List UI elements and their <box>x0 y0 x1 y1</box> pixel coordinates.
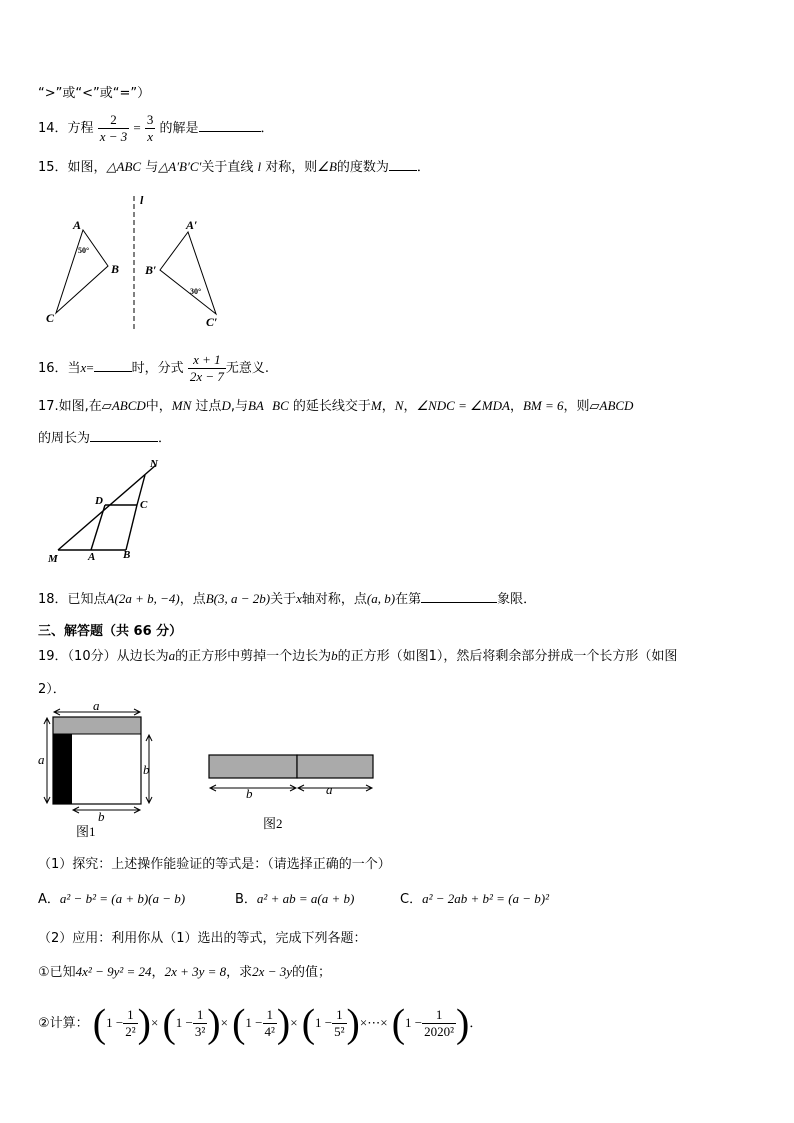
product-term-1: (1 − $\frac{1}{\text{2²}}$ ) <box>92 1000 151 1046</box>
q19-b: b <box>331 648 338 663</box>
q14-fraction-1: $\frac{2}{x - 3}$ <box>99 112 128 144</box>
q17-n: N <box>394 398 404 413</box>
q18-point: (a, b) <box>366 591 396 606</box>
q17-text-a: 17.如图,在▱ <box>38 399 112 414</box>
q19-2a-expr-2: 2x + 3y = 8 <box>164 964 227 979</box>
section-3-heading: 三、解答题（共 66 分） <box>38 624 183 639</box>
q14-answer-blank[interactable] <box>199 119 261 132</box>
q19-2a-expr-3: 2x − 3y <box>252 964 292 979</box>
q16-mid: 时，分式 <box>131 361 184 376</box>
q19-2a-comma: ， <box>151 965 165 980</box>
q19-text-b: 的正方形中剪掉一个边长为 <box>175 649 332 664</box>
label-d: D <box>95 495 103 507</box>
q15-text-d: 对称，则 <box>265 160 318 175</box>
label-b: B <box>123 549 131 561</box>
q19-text-c: 的正方形（如图1），然后将剩余部分拼成一个长方形（如图 <box>337 649 678 664</box>
q17-abcd-1: ABCD <box>111 398 146 413</box>
fig2-right-rect <box>297 755 373 778</box>
q17-answer-blank[interactable] <box>90 429 158 442</box>
q17-abcd-2: ABCD <box>599 398 634 413</box>
q17-bc: BC <box>272 398 289 413</box>
fig1-top-strip <box>53 717 141 734</box>
q18-suffix: 象限． <box>497 592 537 607</box>
option-c-label: C． <box>400 892 423 907</box>
q15-triangle-2: △A′B′C′ <box>158 159 202 174</box>
q14-end: ． <box>260 121 274 136</box>
q17-comma-2: ， <box>403 399 417 414</box>
q17-cond-1: ∠NDC = ∠MDA <box>416 398 510 413</box>
fig1-label-b-right: b <box>143 762 150 777</box>
q19-2a-suffix: 的值； <box>291 965 331 980</box>
q19-2b-prefix: ②计算： <box>38 1016 89 1031</box>
q13-tail: “>”或“<”或“=”） <box>38 86 151 101</box>
question-17-line-2 <box>38 427 171 446</box>
q15-end: ． <box>416 160 430 175</box>
figure-19 <box>36 700 381 840</box>
q18-mid-1: ，点 <box>179 592 206 607</box>
label-n: N <box>150 458 158 470</box>
option-a[interactable] <box>38 888 185 907</box>
q15-text-e: 的度数为 <box>336 160 389 175</box>
question-15 <box>38 156 430 175</box>
question-18 <box>38 588 536 607</box>
label-m: M <box>48 553 58 565</box>
question-16 <box>38 348 269 388</box>
q18-answer-blank[interactable] <box>421 590 497 603</box>
q18-mid-4: 在第 <box>395 592 422 607</box>
label-b-prime: B′ <box>145 263 157 277</box>
q16-fraction: $\frac{x + 1}{2x - 7}$ <box>189 352 224 384</box>
q18-prefix: 18．已知点 <box>38 592 107 607</box>
angle-50: 50° <box>78 246 90 255</box>
q19-2b-end: ． <box>469 1016 483 1031</box>
q14-prefix: 14．方程 <box>38 121 94 136</box>
q19-part-2b <box>38 1000 482 1046</box>
q17-line2-text: 的周长为 <box>38 431 91 446</box>
q19-2a-prefix: ①已知 <box>38 965 76 980</box>
q15-answer-blank[interactable] <box>389 158 417 171</box>
q17-comma-3: ， <box>509 399 523 414</box>
q15-text-a: 15．如图， <box>38 160 107 175</box>
label-a-prime: A′ <box>186 218 198 232</box>
q16-suffix: 无意义. <box>225 361 270 376</box>
label-l: l <box>140 193 144 207</box>
q17-cond-2: BM = 6 <box>522 398 564 413</box>
q18-mid-3: 轴对称，点 <box>301 592 367 607</box>
fig2-label-a: a <box>326 782 333 797</box>
q17-comma-1: ， <box>381 399 395 414</box>
fig1-label-a-top: a <box>93 700 100 713</box>
q15-angle: ∠B <box>317 159 337 174</box>
label-c-prime: C′ <box>206 315 218 329</box>
product-term-5: (1 − $\frac{1}{\text{2020²}}$ ) <box>391 1000 470 1046</box>
option-b-expr: a² + ab = a(a + b) <box>256 891 355 906</box>
q17-ba: BA <box>247 398 264 413</box>
q19-part-2a <box>38 961 331 980</box>
q15-line: l <box>257 159 262 174</box>
triangle-a2b2c2 <box>160 232 216 314</box>
q19-text-a: 19．（10分）从边长为 <box>38 649 169 664</box>
q19-2a-mid: ，求 <box>226 965 253 980</box>
fig1-caption: 图1 <box>76 824 96 839</box>
q19-2a-expr-1: 4x² − 9y² = 24 <box>75 964 152 979</box>
figure-1 <box>38 700 152 839</box>
angle-30: 30° <box>190 287 202 296</box>
fig2-label-b: b <box>246 786 253 801</box>
fig1-label-b-bottom: b <box>98 809 105 824</box>
label-a: A <box>73 218 82 232</box>
option-a-label: A． <box>38 892 60 907</box>
label-c: C <box>140 499 148 511</box>
product-term-4: (1 − $\frac{1}{\text{5²}}$ ) <box>301 1000 360 1046</box>
option-b-label: B． <box>235 892 257 907</box>
option-b[interactable] <box>235 888 354 907</box>
q17-d: D <box>221 398 231 413</box>
q17-text-e: 的延长线交于 <box>292 399 371 414</box>
times-2: × <box>220 1015 228 1030</box>
q14-suffix: 的解是 <box>159 121 199 136</box>
q18-point-b: B(3, a − 2b) <box>205 591 271 606</box>
q17-text-d: ,与 <box>230 399 248 414</box>
fig2-left-rect <box>209 755 297 778</box>
figure-2 <box>209 755 373 831</box>
question-19-line-1 <box>38 645 677 664</box>
segment-bc <box>126 505 137 550</box>
triangle-abc <box>56 230 108 313</box>
q18-point-a: A(2a + b, −4) <box>106 591 180 606</box>
option-c-expr: a² − 2ab + b² = (a − b)² <box>422 891 550 906</box>
fig1-label-a-left: a <box>38 752 45 767</box>
q18-x: x <box>296 591 302 606</box>
q15-triangle-1: △ABC <box>106 159 142 174</box>
question-17-line-1 <box>38 395 633 414</box>
q17-text-f: ，则▱ <box>563 399 600 414</box>
q15-text-c: 关于直线 <box>201 160 254 175</box>
figure-17 <box>38 455 173 567</box>
question-14 <box>38 108 274 148</box>
q18-mid-2: 关于 <box>270 592 297 607</box>
option-a-expr: a² − b² = (a + b)(a − b) <box>59 891 186 906</box>
q16-eq: = <box>86 360 94 375</box>
segment-ad <box>91 505 105 550</box>
option-c[interactable] <box>400 888 549 907</box>
product-term-2: (1 − $\frac{1}{\text{3²}}$ ) <box>162 1000 221 1046</box>
q14-fraction-2: $\frac{3}{x}$ <box>146 112 154 144</box>
q19-part-2: （2）应用：利用你从（1）选出的等式，完成下列各题： <box>38 931 367 946</box>
times-1: × <box>150 1015 159 1030</box>
q17-mn: MN <box>171 398 192 413</box>
label-c: C <box>46 311 55 325</box>
q19-a: a <box>168 648 176 663</box>
times-dots: ×⋯× <box>359 1015 388 1030</box>
product-term-3: (1 − $\frac{1}{\text{4²}}$ ) <box>232 1000 291 1046</box>
q19-part-1: （1）探究：上述操作能验证的等式是：（请选择正确的一个） <box>38 857 391 872</box>
q17-m: M <box>370 398 382 413</box>
q15-text-b: 与 <box>145 160 159 175</box>
label-a: A <box>88 551 96 563</box>
question-19-line-2: 2）． <box>38 682 66 697</box>
fig1-left-strip <box>53 734 72 804</box>
q16-answer-blank[interactable] <box>94 359 132 372</box>
q14-equals: = <box>133 120 141 135</box>
q17-text-b: 中， <box>145 399 172 414</box>
times-3: × <box>290 1015 298 1030</box>
q17-text-c: 过点 <box>195 399 222 414</box>
q16-prefix: 16．当 <box>38 361 81 376</box>
q16-var: x <box>80 360 87 375</box>
fig2-caption: 图2 <box>263 816 283 831</box>
label-b: B <box>111 262 120 276</box>
q17-end: ． <box>158 431 172 446</box>
figure-15 <box>38 192 238 337</box>
